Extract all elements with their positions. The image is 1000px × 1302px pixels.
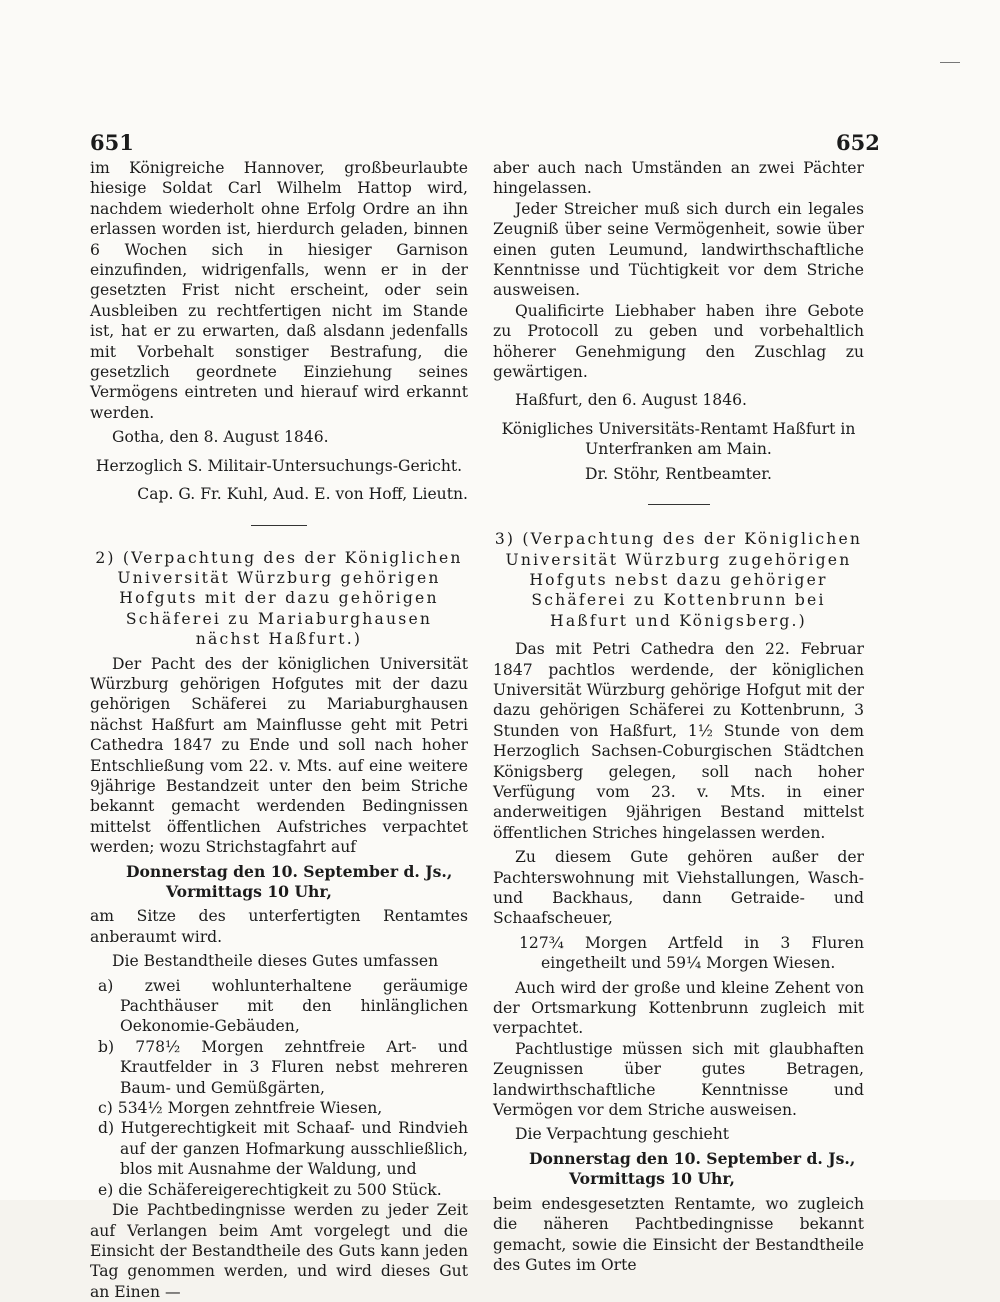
- notice-3-paragraph-3: Auch wird der große und kleine Zehent von der Ortsmarkung Kottenbrunn zugleich mit verpachtet.: [493, 978, 864, 1038]
- notice-3-title: 3) (Verpachtung des der Königlichen Universität Würzburg zugehörigen Hofguts nebst dazu gehöriger Schäferei zu Kottenbrunn bei Haßfurt und Königsberg.): [494, 530, 863, 630]
- page-number-left: 651: [90, 130, 134, 155]
- notice-3-time: Vormittags 10 Uhr,: [569, 1169, 735, 1189]
- section-divider: [251, 525, 307, 526]
- notice-2-paragraph-1: Der Pacht des der königlichen Universität Würzburg gehörigen Hofgutes mit der dazu gehörigen Schäferei zu Mariaburghausen nächst Haßfurt am Mainflusse geht mit Petri Cathedra 1847 zu Ende und soll nach hoher Entschließung vom 22. v. Mts. auf eine weitere 9jährige Bestandzeit unter den beim Striche bekannt gemacht werdenden Bedingnissen mittelst öffentlichen Aufstriches verpachtet werden; wozu Strichstagfahrt auf: [90, 654, 468, 857]
- right-paragraph-1: aber auch nach Umständen an zwei Pächter hingelassen.: [493, 159, 864, 198]
- right-column: [493, 158, 864, 1275]
- right-office: Königliches Universitäts-Rentamt Haßfurt in Unterfranken am Main.: [501, 419, 856, 459]
- notice-3-land: 127¾ Morgen Artfeld in 3 Fluren eingetheilt und 59¼ Morgen Wiesen.: [519, 933, 864, 973]
- notice-2-paragraph-4: Die Pachtbedingnisse werden zu jeder Zeit auf Verlangen beim Amt vorgelegt und die Einsicht der Bestandtheile des Guts kann jeden Tag genommen werden, und wird dieses Gut an Einen —: [90, 1201, 468, 1301]
- left-signers: Cap. G. Fr. Kuhl, Aud. E. von Hoff, Lieutn.: [137, 485, 468, 504]
- notice-3-paragraph-1: Das mit Petri Cathedra den 22. Februar 1847 pachtlos werdende, der königlichen Universität Würzburg gehörige Hofgut mit der dazu gehörigen Schäferei zu Kottenbrunn, 3 Stunden von Haßfurt, 1½ Stunde von dem Herzoglich Sachsen-Coburgischen Städtchen Königsberg gelegen, soll nach hoher Verfügung vom 23. v. Mts. in einer anderweitigen 9jährigen Bestand mittelst öffentlichen Striches hingelassen werden.: [493, 640, 864, 842]
- edge-mark: [940, 62, 960, 63]
- right-paragraph-3: Qualificirte Liebhaber haben ihre Gebote zu Protocoll zu geben und vorbehaltlich höherer Genehmigung den Zuschlag zu gewärtigen.: [493, 301, 864, 382]
- notice-3-day: Donnerstag den 10. September d. Js.,: [529, 1148, 856, 1168]
- right-signer: Dr. Stöhr, Rentbeamter.: [585, 464, 772, 483]
- list-item: c) 534½ Morgen zehntfreie Wiesen,: [98, 1099, 383, 1118]
- notice-2-paragraph-3: Die Bestandtheile dieses Gutes umfassen: [112, 952, 439, 971]
- notice-3-paragraph-2: Zu diesem Gute gehören außer der Pachterswohnung mit Viehstallungen, Wasch- und Backhaus, dann Getraide- und Schaafscheuer,: [493, 848, 864, 928]
- list-item: b) 778½ Morgen zehntfreie Art- und Krautfelder in 3 Fluren nebst mehreren Baum- und Gemüßgärten,: [98, 1037, 468, 1097]
- list-item: e) die Schäfereigerechtigkeit zu 500 Stück.: [98, 1180, 442, 1199]
- notice-2-paragraph-2: am Sitze des unterfertigten Rentamtes anberaumt wird.: [90, 907, 468, 946]
- list-item: d) Hutgerechtigkeit mit Schaaf- und Rindvieh auf der ganzen Hofmarkung ausschließlich, blos mit Ausnahme der Waldung, und: [98, 1119, 468, 1179]
- notice-3-paragraph-6: beim endesgesetzten Rentamte, wo zugleich die näheren Pachtbedingnisse bekannt gemacht, sowie die Einsicht der Bestandtheile des Gutes im Orte: [493, 1194, 864, 1274]
- page-number-right: 652: [836, 130, 880, 155]
- left-column: [90, 158, 468, 1302]
- notice-2-time: Vormittags 10 Uhr,: [166, 882, 332, 901]
- left-paragraph-1: im Königreiche Hannover, großbeurlaubte hiesige Soldat Carl Wilhelm Hattop wird, nachdem wiederholt ohne Erfolg Ordre an ihn erlassen worden ist, hierdurch geladen, binnen 6 Wochen sich in hiesiger Garnison einzufinden, widrigenfalls, wenn er in der gesetzten Frist nicht erscheint, oder sein Ausbleiben zu rechtfertigen nicht im Stande ist, hat er zu erwarten, daß alsdann jedenfalls mit Vorbehalt sonstiger Bestrafung, die gesetzlich geordnete Einziehung seines Vermögens eintreten und hierauf wird erkannt werden.: [90, 159, 468, 422]
- right-paragraph-2: Jeder Streicher muß sich durch ein legales Zeugniß über seine Vermögenheit, sowie über einen guten Leumund, landwirthschaftliche Kenntnisse und Tüchtigkeit vor dem Striche ausweisen.: [493, 199, 864, 300]
- left-date: Gotha, den 8. August 1846.: [112, 428, 329, 447]
- left-court: Herzoglich S. Militair-Untersuchungs-Gericht.: [95, 456, 463, 475]
- notice-2-day: Donnerstag den 10. September d. Js.,: [126, 861, 453, 881]
- notice-2-title: 2) (Verpachtung des der Königlichen Universität Würzburg gehörigen Hofguts mit der dazu gehörigen Schäferei zu Mariaburghausen nächst Haßfurt.): [95, 548, 463, 649]
- notice-3-paragraph-4: Pachtlustige müssen sich mit glaubhaften Zeugnissen über gutes Betragen, landwirthschaftliche Kenntnisse und Vermögen vor dem Striche ausweisen.: [493, 1039, 864, 1120]
- list-item: a) zwei wohlunterhaltene geräumige Pachthäuser mit den hinlänglichen Oekonomie-Gebäuden,: [98, 976, 468, 1036]
- right-date: Haßfurt, den 6. August 1846.: [515, 391, 748, 410]
- notice-3-paragraph-5: Die Verpachtung geschieht: [515, 1125, 730, 1144]
- section-divider: [648, 504, 710, 505]
